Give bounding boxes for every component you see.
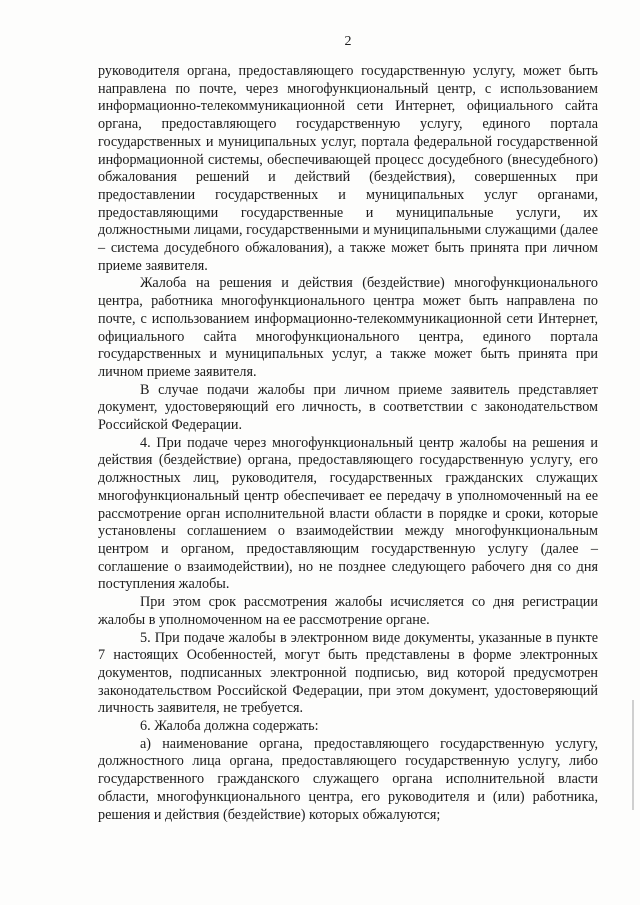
page-number: 2 [344,34,352,49]
scan-edge-mark [632,700,634,810]
paragraph-personal-reception: В случае подачи жалобы при личном приеме заявитель представляет документ, удостоверяющий его личность, в соответствии с законодательством Российской Федерации. [98,381,598,434]
paragraph-item-6: 6. Жалоба должна содержать: [140,718,319,735]
paragraph-continuation: руководителя органа, предоставляющего государственную услугу, может быть направлена по почте, через многофункциональный центр, с использованием информационно-телекоммуникационной сети Интернет, официального сайта органа, предоставляющего государственную услугу, единого портала государственных и муниципальных услуг, портала федеральной государственной информационной системы, обеспечивающей процесс досудебного (внесудебного) обжалования решений и действий (бездействия), совершенных при предоставлении государственных и муниципальных услуг органами, предоставляющими государственные и муниципальные услуги, их должностными лицами, государственными и муниципальными служащими (далее – система досудебного обжалования), а также может быть принята при личном приеме заявителя. [98,63,598,274]
paragraph-item-5: 5. При подаче жалобы в электронном виде документы, указанные в пункте 7 настоящих Особенностей, могут быть представлены в форме электронных документов, подписанных электронной подписью, вид которой предусмотрен законодательством Российской Федерации, при этом документ, удостоверяющий личность заявителя, не требуется. [98,629,598,717]
paragraph-mfc-complaint: Жалоба на решения и действия (бездействие) многофункционального центра, работника многофункционального центра может быть направлена по почте, с использованием информационно-телекоммуникационной сети Интернет, официального сайта многофункционального центра, единого портала государственных и муниципальных услуг, а также может быть принята при личном приеме заявителя. [98,275,598,380]
paragraph-review-term: При этом срок рассмотрения жалобы исчисляется со дня регистрации жалобы в уполномоченном на ее рассмотрение органе. [98,594,598,628]
paragraph-item-4: 4. При подаче через многофункциональный центр жалобы на решения и действия (бездействие) органа, предоставляющего государственную услугу, его должностных лиц, руководителя, государственных гражданских служащих многофункциональный центр обеспечивает ее передачу в уполномоченный на ее рассмотрение орган исполнительной власти области в порядке и сроки, которые установлены соглашением о взаимодействии между многофункциональным центром и органом, предоставляющим государственную услугу (далее – соглашение о взаимодействии), но не позднее следующего рабочего дня со дня поступления жалобы. [98,434,598,593]
paragraph-item-6a: а) наименование органа, предоставляющего государственную услугу, должностного лица органа, предоставляющего государственную услугу, либо государственного гражданского служащего органа исполнительной власти области, многофункционального центра, его руководителя и (или) работника, решения и действия (бездействие) которых обжалуются; [98,735,598,823]
